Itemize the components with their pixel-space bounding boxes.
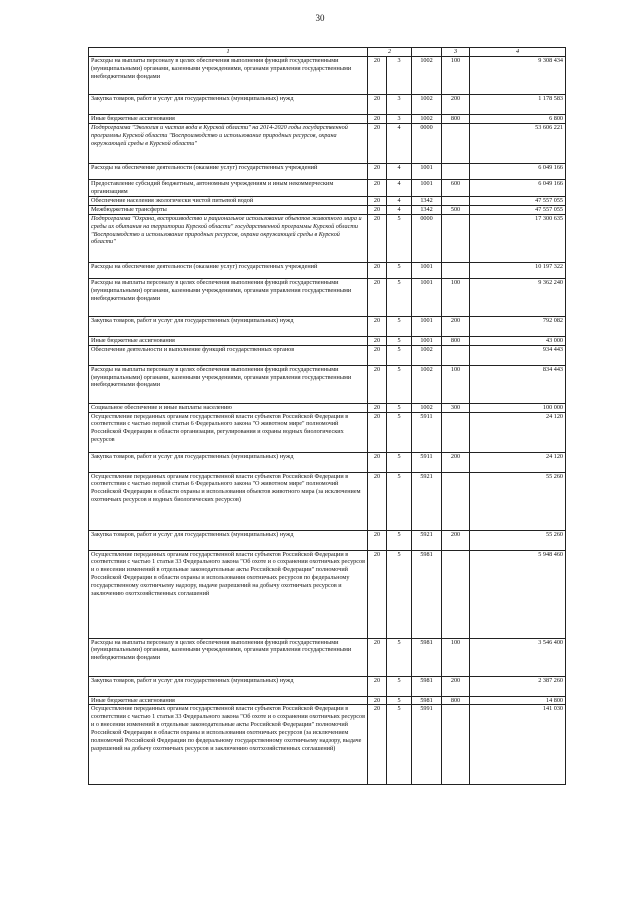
row-code-b-cell: 4 (387, 123, 412, 163)
row-code-b-cell: 5 (387, 412, 412, 452)
row-code-a-cell: 20 (368, 214, 387, 262)
row-code-d-cell: 200 (442, 530, 470, 550)
row-code-b-cell: 4 (387, 179, 412, 196)
row-code-b-cell: 5 (387, 638, 412, 676)
row-sum-cell: 3 546 400 (470, 638, 566, 676)
row-sum-cell: 6 049 166 (470, 163, 566, 179)
table-row (89, 550, 566, 638)
row-code-a-cell: 20 (368, 196, 387, 205)
row-name-cell: Осуществление переданных органам государственной власти субъектов Российской Федерации в соответствии с частью первой статьи 6 Федерального закона "О животном мире" полномочий Российской Федерации в области организации, регулирования и охраны водных биологических ресурсов (89, 412, 368, 452)
row-sum-cell: 792 082 (470, 316, 566, 336)
row-code-c-cell: 1001 (412, 278, 442, 316)
row-code-c-cell: 1001 (412, 316, 442, 336)
row-sum-cell: 17 300 635 (470, 214, 566, 262)
row-code-c-cell: 5981 (412, 638, 442, 676)
row-code-d-cell: 800 (442, 336, 470, 345)
row-code-c-cell: 1002 (412, 94, 442, 114)
row-code-d-cell: 800 (442, 696, 470, 705)
row-code-b-cell: 5 (387, 316, 412, 336)
row-code-a-cell: 20 (368, 530, 387, 550)
row-sum-cell: 47 557 055 (470, 196, 566, 205)
row-code-a-cell: 20 (368, 452, 387, 472)
row-code-b-cell: 5 (387, 705, 412, 785)
row-code-a-cell: 20 (368, 403, 387, 412)
row-code-b-cell: 4 (387, 205, 412, 214)
row-code-c-cell: 5991 (412, 705, 442, 785)
row-code-a-cell: 20 (368, 262, 387, 278)
row-code-a-cell: 20 (368, 336, 387, 345)
row-code-b-cell: 4 (387, 196, 412, 205)
row-name-cell: Закупка товаров, работ и услуг для государственных (муниципальных) нужд (89, 530, 368, 550)
table-row (89, 705, 566, 785)
page-number: 30 (315, 13, 325, 23)
row-code-d-cell: 200 (442, 676, 470, 696)
row-sum-cell: 24 120 (470, 452, 566, 472)
table-row (89, 262, 566, 278)
row-code-a-cell: 20 (368, 123, 387, 163)
row-code-c-cell: 1001 (412, 179, 442, 196)
row-code-c-cell: 0000 (412, 214, 442, 262)
row-code-a-cell: 20 (368, 705, 387, 785)
table-row (89, 196, 566, 205)
row-name-cell: Расходы на выплаты персоналу в целях обеспечения выполнения функций государственными (муниципальными) органами, казенными учреждениями, органами управления государственными внебюджетными фондами (89, 56, 368, 94)
header-col-2: 2 (368, 48, 412, 57)
row-code-c-cell: 1002 (412, 345, 442, 365)
budget-table (88, 47, 566, 785)
row-code-d-cell: 100 (442, 638, 470, 676)
row-code-c-cell: 1001 (412, 336, 442, 345)
row-code-a-cell: 20 (368, 179, 387, 196)
row-name-cell: Иные бюджетные ассигнования (89, 114, 368, 123)
table-row (89, 412, 566, 452)
row-code-a-cell: 20 (368, 345, 387, 365)
row-code-c-cell: 1001 (412, 262, 442, 278)
row-name-cell: Закупка товаров, работ и услуг для государственных (муниципальных) нужд (89, 452, 368, 472)
row-code-a-cell: 20 (368, 56, 387, 94)
row-code-a-cell: 20 (368, 472, 387, 530)
row-code-d-cell: 100 (442, 278, 470, 316)
row-name-cell: Социальное обеспечение и иные выплаты населению (89, 403, 368, 412)
table-row (89, 403, 566, 412)
row-code-c-cell: 1002 (412, 403, 442, 412)
row-code-b-cell: 5 (387, 336, 412, 345)
row-code-b-cell: 5 (387, 530, 412, 550)
table-row (89, 638, 566, 676)
row-code-d-cell: 100 (442, 365, 470, 403)
row-code-c-cell: 1002 (412, 56, 442, 94)
row-code-b-cell: 5 (387, 550, 412, 638)
row-code-a-cell: 20 (368, 696, 387, 705)
table-row (89, 676, 566, 696)
row-name-cell: Закупка товаров, работ и услуг для государственных (муниципальных) нужд (89, 676, 368, 696)
table-row (89, 345, 566, 365)
table-row (89, 214, 566, 262)
row-code-c-cell: 1002 (412, 114, 442, 123)
table-row (89, 205, 566, 214)
row-code-a-cell: 20 (368, 550, 387, 638)
row-name-cell: Осуществление переданных органам государственной власти субъектов Российской Федерации в соответствии с частью 1 статьи 33 Федерального закона "Об охоте и о сохранении охотничьих ресурсов и о внесении изменений в отдельные законодательные акты Российской Федерации" полномочий Российской Федерации в области охраны и использования охотничьих ресурсов (за исключением полномочий Российской Федерации по федеральному государственному охотничьему надзору, выдаче разрешений на добычу охотничьих ресурсов и заключению охотхозяйственных соглашений) (89, 705, 368, 785)
row-sum-cell: 14 800 (470, 696, 566, 705)
row-name-cell: Межбюджетные трансферты (89, 205, 368, 214)
row-sum-cell: 53 606 221 (470, 123, 566, 163)
table-row (89, 56, 566, 94)
row-code-b-cell: 5 (387, 365, 412, 403)
row-name-cell: Подпрограмма "Экология и чистая вода в Курской области" на 2014-2020 годы государственной программы Курской области "Воспроизводство и использование природных ресурсов, охрана окружающей среды в Курской области" (89, 123, 368, 163)
row-sum-cell: 9 362 240 (470, 278, 566, 316)
row-sum-cell: 100 000 (470, 403, 566, 412)
table-row (89, 123, 566, 163)
row-code-c-cell: 5911 (412, 412, 442, 452)
row-code-d-cell (442, 345, 470, 365)
row-name-cell: Расходы на обеспечение деятельности (оказание услуг) государственных учреждений (89, 262, 368, 278)
table-row (89, 452, 566, 472)
row-code-d-cell (442, 163, 470, 179)
row-sum-cell: 6 049 166 (470, 179, 566, 196)
row-code-d-cell (442, 472, 470, 530)
row-code-a-cell: 20 (368, 163, 387, 179)
row-code-d-cell (442, 550, 470, 638)
row-code-b-cell: 3 (387, 94, 412, 114)
row-sum-cell: 24 120 (470, 412, 566, 452)
table-row (89, 336, 566, 345)
row-code-c-cell: 5911 (412, 452, 442, 472)
table-row (89, 114, 566, 123)
table-row (89, 365, 566, 403)
row-code-d-cell: 300 (442, 403, 470, 412)
row-code-a-cell: 20 (368, 94, 387, 114)
table-row (89, 472, 566, 530)
row-code-b-cell: 5 (387, 696, 412, 705)
row-name-cell: Обеспечение населения экологически чистой питьевой водой (89, 196, 368, 205)
row-code-c-cell: 1002 (412, 365, 442, 403)
row-code-a-cell: 20 (368, 638, 387, 676)
row-code-c-cell: 0000 (412, 123, 442, 163)
table-row (89, 278, 566, 316)
row-code-d-cell (442, 412, 470, 452)
row-code-d-cell: 600 (442, 179, 470, 196)
row-code-b-cell: 5 (387, 452, 412, 472)
header-col-1: 1 (89, 48, 368, 57)
row-sum-cell: 934 443 (470, 345, 566, 365)
table-row (89, 94, 566, 114)
row-code-b-cell: 5 (387, 403, 412, 412)
table-row (89, 163, 566, 179)
row-sum-cell: 47 557 055 (470, 205, 566, 214)
row-name-cell: Осуществление переданных органам государственной власти субъектов Российской Федерации в соответствии с частью первой статьи 6 Федерального закона "О животном мире" полномочий Российской Федерации в области охраны и использования объектов животного мира (за исключением охотничьих ресурсов и водных биологических ресурсов) (89, 472, 368, 530)
row-code-d-cell (442, 705, 470, 785)
row-code-b-cell: 3 (387, 56, 412, 94)
row-name-cell: Предоставление субсидий бюджетным, автономным учреждениям и иным некоммерческим организациям (89, 179, 368, 196)
row-code-d-cell (442, 196, 470, 205)
table-row (89, 179, 566, 196)
row-code-d-cell: 800 (442, 114, 470, 123)
header-col-blank (412, 48, 442, 57)
row-name-cell: Иные бюджетные ассигнования (89, 336, 368, 345)
row-code-d-cell: 200 (442, 316, 470, 336)
row-sum-cell: 141 030 (470, 705, 566, 785)
row-code-d-cell (442, 214, 470, 262)
row-code-c-cell: 1342 (412, 196, 442, 205)
row-code-b-cell: 3 (387, 114, 412, 123)
row-sum-cell: 55 260 (470, 530, 566, 550)
row-sum-cell: 6 800 (470, 114, 566, 123)
row-name-cell: Осуществление переданных органам государственной власти субъектов Российской Федерации в соответствии с частью 1 статьи 33 Федерального закона "Об охоте и о сохранении охотничьих ресурсов и о внесении изменений в отдельные законодательные акты Российской Федерации" полномочий Российской Федерации в области охраны и использования охотничьих ресурсов по федеральному государственному охотничьему надзору, выдаче разрешений на добычу охотничьих ресурсов и заключению охотхозяйственных соглашений (89, 550, 368, 638)
row-sum-cell: 1 178 583 (470, 94, 566, 114)
row-name-cell: Расходы на выплаты персоналу в целях обеспечения выполнения функций государственными (муниципальными) органами, казенными учреждениями, органами управления государственными внебюджетными фондами (89, 365, 368, 403)
row-name-cell: Обеспечение деятельности и выполнение функций государственных органов (89, 345, 368, 365)
row-sum-cell: 5 948 460 (470, 550, 566, 638)
row-code-b-cell: 5 (387, 472, 412, 530)
row-sum-cell: 10 197 322 (470, 262, 566, 278)
row-code-b-cell: 5 (387, 278, 412, 316)
row-code-d-cell: 100 (442, 56, 470, 94)
row-code-c-cell: 1001 (412, 163, 442, 179)
row-code-a-cell: 20 (368, 412, 387, 452)
row-sum-cell: 55 260 (470, 472, 566, 530)
row-code-d-cell (442, 123, 470, 163)
table-row (89, 316, 566, 336)
row-code-a-cell: 20 (368, 114, 387, 123)
header-col-4: 4 (470, 48, 566, 57)
row-code-a-cell: 20 (368, 205, 387, 214)
row-name-cell: Расходы на обеспечение деятельности (оказание услуг) государственных учреждений (89, 163, 368, 179)
row-name-cell: Расходы на выплаты персоналу в целях обеспечения выполнения функций государственными (муниципальными) органами, казенными учреждениями, органами управления государственными внебюджетными фондами (89, 278, 368, 316)
row-code-b-cell: 5 (387, 214, 412, 262)
row-code-c-cell: 5981 (412, 696, 442, 705)
row-code-a-cell: 20 (368, 278, 387, 316)
row-code-c-cell: 5981 (412, 550, 442, 638)
row-code-a-cell: 20 (368, 676, 387, 696)
row-sum-cell: 2 387 260 (470, 676, 566, 696)
row-code-b-cell: 5 (387, 345, 412, 365)
row-code-d-cell: 200 (442, 94, 470, 114)
row-code-c-cell: 5921 (412, 530, 442, 550)
row-code-b-cell: 4 (387, 163, 412, 179)
row-name-cell: Подпрограмма "Охрана, воспроизводство и рациональное использование объектов животного мира и среды их обитания на территории Курской области" государственной программы Курской области "Воспроизводство и использование природных ресурсов, охрана окружающей среды в Курской области" (89, 214, 368, 262)
table-header-row (89, 48, 566, 57)
row-code-d-cell (442, 262, 470, 278)
row-code-c-cell: 5921 (412, 472, 442, 530)
row-name-cell: Закупка товаров, работ и услуг для государственных (муниципальных) нужд (89, 94, 368, 114)
row-sum-cell: 834 443 (470, 365, 566, 403)
row-code-b-cell: 5 (387, 262, 412, 278)
row-name-cell: Расходы на выплаты персоналу в целях обеспечения выполнения функций государственными (муниципальными) органами, казенными учреждениями, органами управления государственными внебюджетными фондами (89, 638, 368, 676)
table-row (89, 696, 566, 705)
table-row (89, 530, 566, 550)
row-code-c-cell: 1342 (412, 205, 442, 214)
row-sum-cell: 9 308 434 (470, 56, 566, 94)
row-code-b-cell: 5 (387, 676, 412, 696)
row-name-cell: Закупка товаров, работ и услуг для государственных (муниципальных) нужд (89, 316, 368, 336)
header-col-3: 3 (442, 48, 470, 57)
row-sum-cell: 43 000 (470, 336, 566, 345)
row-code-d-cell: 200 (442, 452, 470, 472)
row-code-d-cell: 500 (442, 205, 470, 214)
row-name-cell: Иные бюджетные ассигнования (89, 696, 368, 705)
row-code-a-cell: 20 (368, 316, 387, 336)
row-code-a-cell: 20 (368, 365, 387, 403)
row-code-c-cell: 5981 (412, 676, 442, 696)
